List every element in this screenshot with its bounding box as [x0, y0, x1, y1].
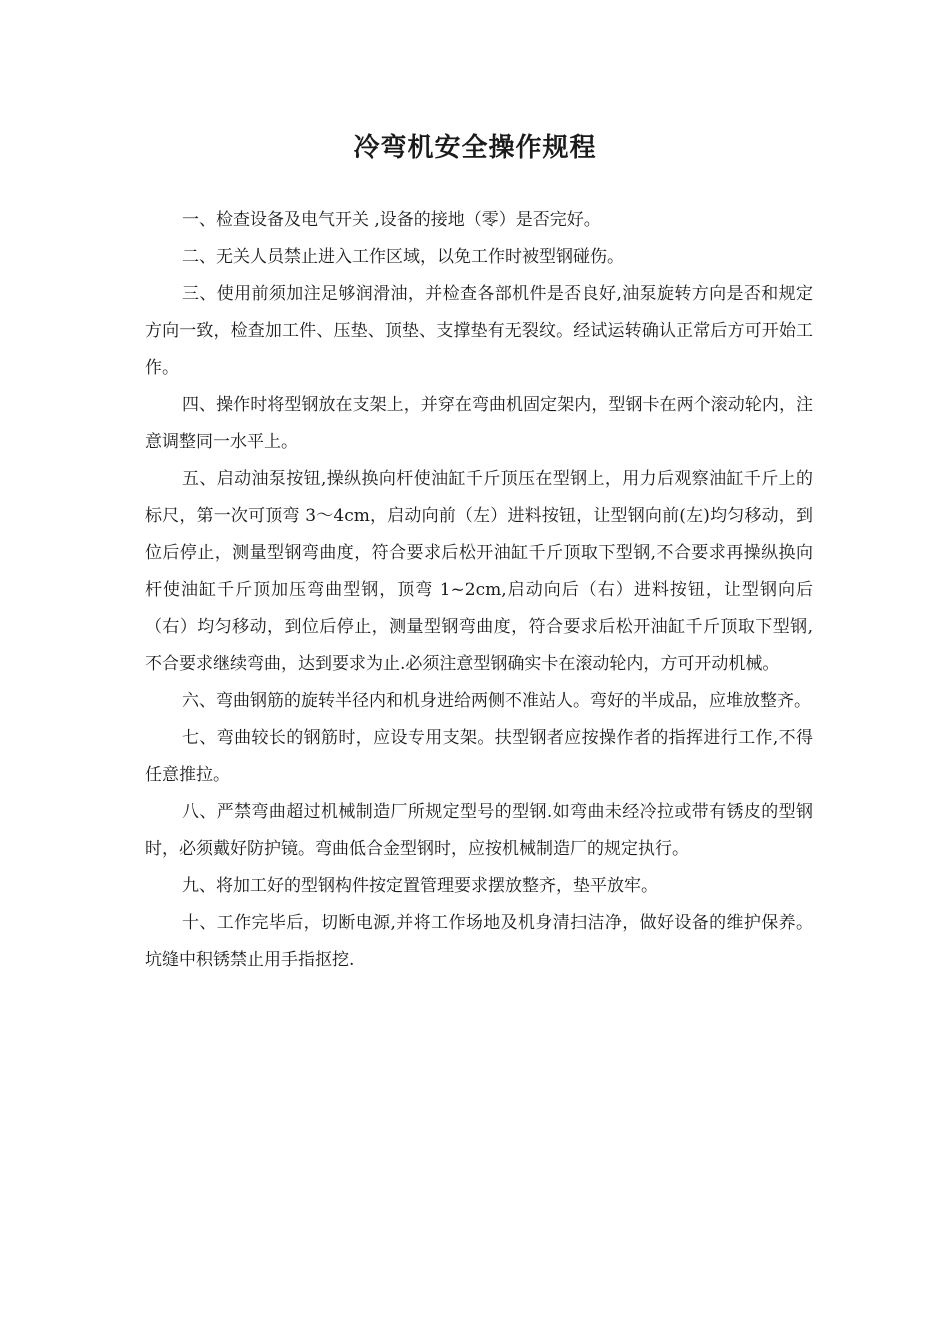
rule-paragraph-4: 四、操作时将型钢放在支架上，并穿在弯曲机固定架内，型钢卡在两个滚动轮内，注意调整同一水平上。 — [145, 395, 813, 452]
rule-paragraph-9: 九、将加工好的型钢构件按定置管理要求摆放整齐，垫平放牢。 — [182, 876, 658, 896]
rule-paragraph-3: 三、使用前须加注足够润滑油，并检查各部机件是否良好,油泵旋转方向是否和规定方向一致，检查加工件、压垫、顶垫、支撑垫有无裂纹。经试运转确认正常后方可开始工作。 — [145, 284, 813, 378]
document-body — [145, 202, 813, 979]
rule-paragraph-2: 二、无关人员禁止进入工作区域，以免工作时被型钢碰伤。 — [182, 247, 624, 267]
rule-paragraph-6: 六、弯曲钢筋的旋转半径内和机身进给两侧不准站人。弯好的半成品，应堆放整齐。 — [182, 691, 811, 711]
rule-paragraph-5: 五、启动油泵按钮,操纵换向杆使油缸千斤顶压在型钢上，用力后观察油缸千斤上的标尺，第一次可顶弯 3～4cm，启动向前（左）进料按钮，让型钢向前(左)均匀移动，到位后停止，测量型钢弯曲度，符合要求后松开油缸千斤顶取下型钢,不合要求再操纵换向杆使油缸千斤顶加压弯曲型钢，顶弯 1~2cm,启动向后（右）进料按钮，让型钢向后（右）均匀移动，到位后停止，测量型钢弯曲度，符合要求后松开油缸千斤顶取下型钢,不合要求继续弯曲，达到要求为止.必须注意型钢确实卡在滚动轮内，方可开动机械。 — [145, 469, 813, 674]
rule-paragraph-1: 一、检查设备及电气开关 ,设备的接地（零）是否完好。 — [182, 210, 601, 230]
rule-paragraph-7: 七、弯曲较长的钢筋时，应设专用支架。扶型钢者应按操作者的指挥进行工作,不得任意推拉。 — [145, 728, 813, 785]
rule-paragraph-8: 八、严禁弯曲超过机械制造厂所规定型号的型钢.如弯曲未经冷拉或带有锈皮的型钢时，必须戴好防护镜。弯曲低合金型钢时，应按机械制造厂的规定执行。 — [145, 802, 813, 859]
rule-paragraph-10: 十、工作完毕后，切断电源,并将工作场地及机身清扫洁净，做好设备的维护保养。坑缝中积锈禁止用手指抠挖. — [145, 913, 813, 970]
document-title: 冷弯机安全操作规程 — [353, 133, 597, 163]
